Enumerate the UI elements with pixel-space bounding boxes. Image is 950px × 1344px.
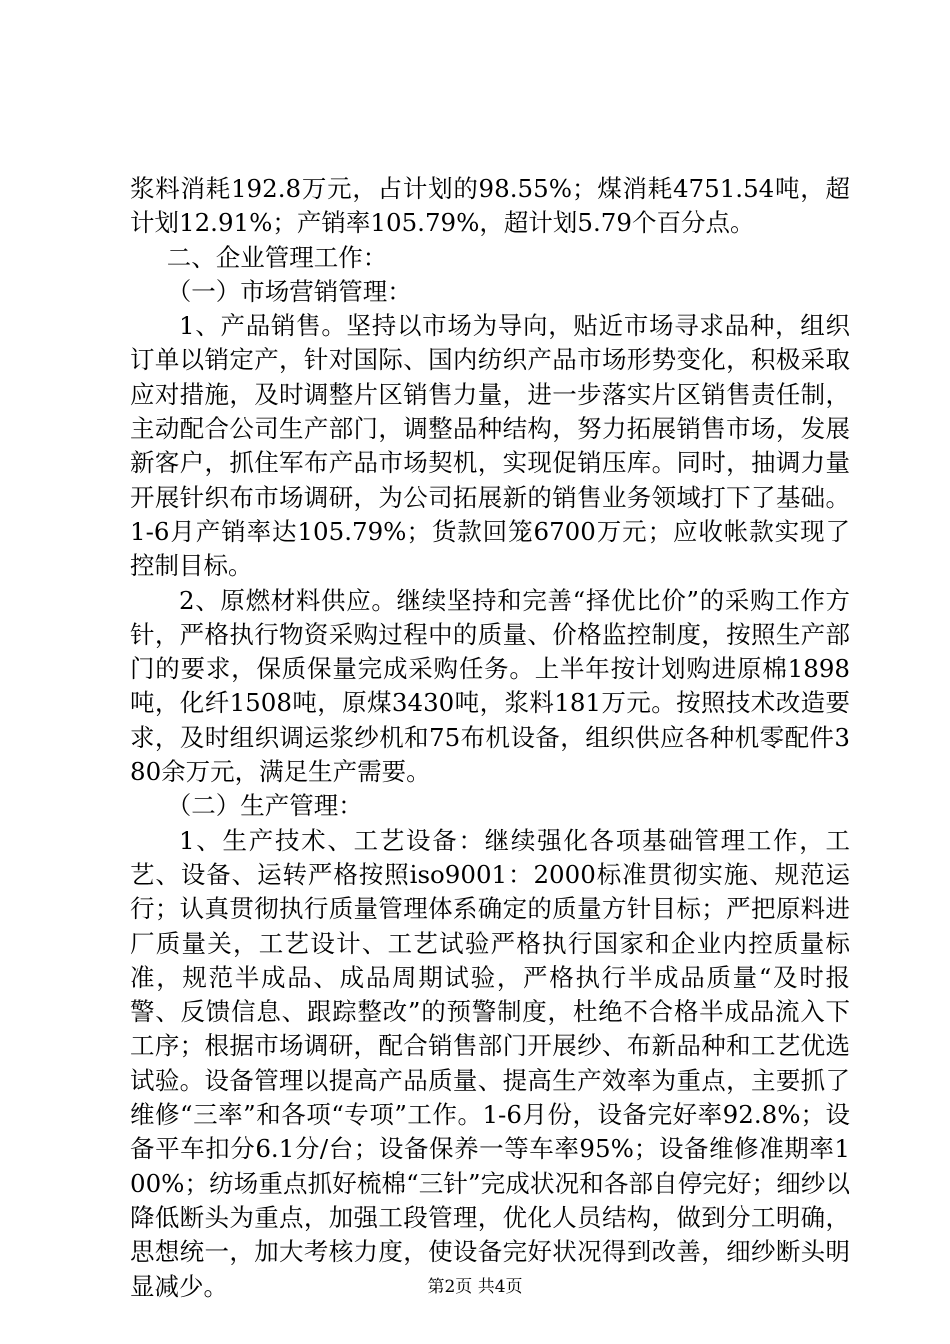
paragraph-product-sales: 1、产品销售。坚持以市场为导向，贴近市场寻求品种，组织订单以销定产，针对国际、国内纺织产品市场形势变化，积极采取应对措施，及时调整片区销售力量，进一步落实片区销售责任制，主动配合公司生产部门，调整品种结构，努力拓展销售市场，发展新客户，抓住军布产品市场契机，实现促销压库。同时，抽调力量开展针织布市场调研，为公司拓展新的销售业务领域打下了基础。1-6月产销率达105.79%；货款回笼6700万元；应收帐款实现了控制目标。 [130, 311, 850, 581]
paragraph-material-supply: 2、原燃材料供应。继续坚持和完善“择优比价”的采购工作方针，严格执行物资采购过程中的质量、价格监控制度，按照生产部门的要求，保质保量完成采购任务。上半年按计划购进原棉1898吨，化纤1508吨，原煤3430吨，浆料181万元。按照技术改造要求，及时组织调运浆纱机和75布机设备，组织供应各种机零配件380余万元，满足生产需要。 [130, 585, 850, 787]
page-number-label: 第2页 共4页 [427, 1277, 523, 1297]
paragraph-summary-tail: 浆料消耗192.8万元，占计划的98.55%；煤消耗4751.54吨，超计划12.91%；产销率105.79%，超计划5.79个百分点。 [130, 174, 850, 238]
subheading-marketing-management: （一）市场营销管理： [166, 276, 412, 306]
paragraph-production-technology: 1、生产技术、工艺设备：继续强化各项基础管理工作，工艺、设备、运转严格按照iso9001：2000标准贯彻实施、规范运行；认真贯彻执行质量管理体系确定的质量方针目标；严把原料进厂质量关，工艺设计、工艺试验严格执行国家和企业内控质量标准，规范半成品、成品周期试验，严格执行半成品质量“及时报警、反馈信息、跟踪整改”的预警制度，杜绝不合格半成品流入下工序；根据市场调研，配合销售部门开展纱、布新品种和工艺优选试验。设备管理以提高产品质量、提高生产效率为重点，主要抓了维修“三率”和各项“专项”工作。1-6月份，设备完好率92.8%；设备平车扣分6.1分/台；设备保养一等车率95%；设备维修准期率100%；纺场重点抓好梳棉“三针”完成状况和各部自停完好；细纱以降低断头为重点，加强工段管理，优化人员结构，做到分工明确，思想统一，加大考核力度，使设备完好状况得到改善，细纱断头明显减少。 [130, 825, 850, 1301]
subheading-production-management: （二）生产管理： [166, 791, 363, 821]
heading-enterprise-management: 二、企业管理工作： [166, 242, 388, 272]
document-body [130, 172, 850, 1304]
page-footer [0, 1276, 950, 1298]
